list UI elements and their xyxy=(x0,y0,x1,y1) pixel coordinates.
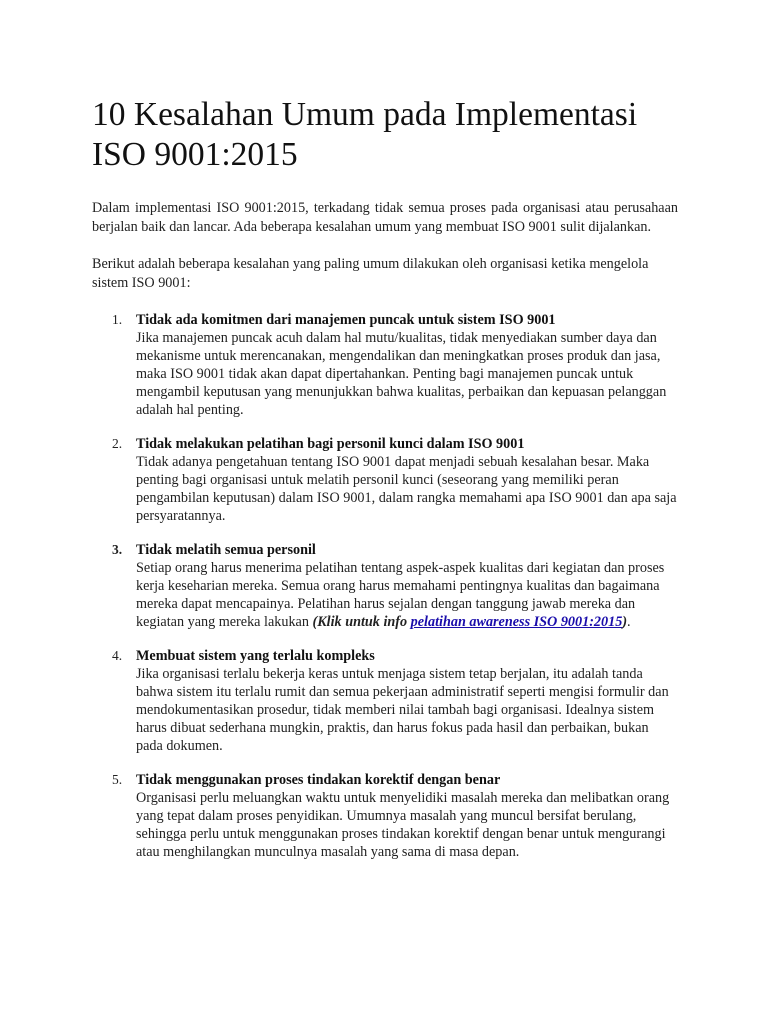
list-item-title: Tidak melatih semua personil xyxy=(136,542,316,558)
list-item xyxy=(92,647,678,755)
document-page xyxy=(92,95,678,877)
list-item-title: Tidak ada komitmen dari manajemen puncak untuk sistem ISO 9001 xyxy=(136,312,556,328)
training-awareness-link[interactable]: pelatihan awareness ISO 9001:2015 xyxy=(410,614,623,630)
callout-prefix: (Klik untuk info xyxy=(312,614,411,630)
list-item-title: Membuat sistem yang terlalu kompleks xyxy=(136,648,375,664)
list-item-title: Tidak menggunakan proses tindakan korektif dengan benar xyxy=(136,772,501,788)
list-item xyxy=(92,771,678,861)
callout-trailing-period: . xyxy=(627,614,631,630)
list-item-body: Jika manajemen puncak acuh dalam hal mutu/kualitas, tidak menyediakan sumber daya dan mekanisme untuk merencanakan, mengendalikan dan meningkatkan proses produk dan jasa, maka ISO 9001 tidak akan dapat dipertahankan. Penting bagi manajemen puncak untuk mengambil keputusan yang menunjukkan bahwa kualitas, perbaikan dan kepuasan pelanggan adalah hal penting. xyxy=(136,330,667,418)
list-item-number: 3. xyxy=(112,542,123,557)
list-item xyxy=(92,311,678,419)
list-item-number: 4. xyxy=(112,648,123,663)
training-callout xyxy=(312,614,627,630)
list-item-number: 1. xyxy=(112,312,123,327)
list-item-body: Tidak adanya pengetahuan tentang ISO 9001 dapat menjadi sebuah kesalahan besar. Maka penting bagi organisasi untuk melatih personil kunci (seseorang yang memiliki peran pengambilan keputusan) dalam ISO 9001, dalam rangka memahami apa ISO 9001 dan apa saja persyaratannya. xyxy=(136,454,677,524)
list-item-body xyxy=(136,559,678,631)
list-item-title: Tidak melakukan pelatihan bagi personil kunci dalam ISO 9001 xyxy=(136,436,525,452)
list-item-number: 5. xyxy=(112,772,123,787)
intro-paragraph-2: Berikut adalah beberapa kesalahan yang paling umum dilakukan oleh organisasi ketika mengelola sistem ISO 9001: xyxy=(92,256,649,291)
callout-suffix: ) xyxy=(622,614,628,630)
list-item-number: 2. xyxy=(112,436,123,451)
intro-paragraph: Dalam implementasi ISO 9001:2015, terkadang tidak semua proses pada organisasi atau perusahaan berjalan baik dan lancar. Ada beberapa kesalahan umum yang membuat ISO 9001 sulit dijalankan. xyxy=(92,200,678,235)
list-item xyxy=(92,541,678,631)
mistakes-list xyxy=(92,311,678,861)
list-item-body: Organisasi perlu meluangkan waktu untuk menyelidiki masalah mereka dan melibatkan orang yang tepat dalam proses penyidikan. Umumnya masalah yang muncul bersifat berulang, sehingga perlu untuk menggunakan proses tindakan korektif dengan benar untuk mengurangi atau menghilangkan munculnya masalah yang sama di masa depan. xyxy=(136,790,670,860)
list-item-body: Jika organisasi terlalu bekerja keras untuk menjaga sistem tetap berjalan, itu adalah tanda bahwa sistem itu terlalu rumit dan semua pekerjaan administratif seperti mengisi formulir dan mendokumentasikan prosedur, tidak memberi nilai tambah bagi organisasi. Idealnya sistem harus dibuat sederhana mungkin, praktis, dan harus fokus pada hasil dan perbaikan, bukan pada dokumen. xyxy=(136,666,669,754)
document-title: 10 Kesalahan Umum pada Implementasi ISO 9001:2015 xyxy=(92,96,638,173)
list-item-body-text: Setiap orang harus menerima pelatihan tentang aspek-aspek kualitas dari kegiatan dan proses kerja keseharian mereka. Semua orang harus memahami pentingnya kualitas dan bagaimana mereka dapat mencapainya. Pelatihan harus sejalan dengan tanggung jawab mereka dan kegiatan yang mereka lakukan xyxy=(136,560,665,630)
list-item xyxy=(92,435,678,525)
